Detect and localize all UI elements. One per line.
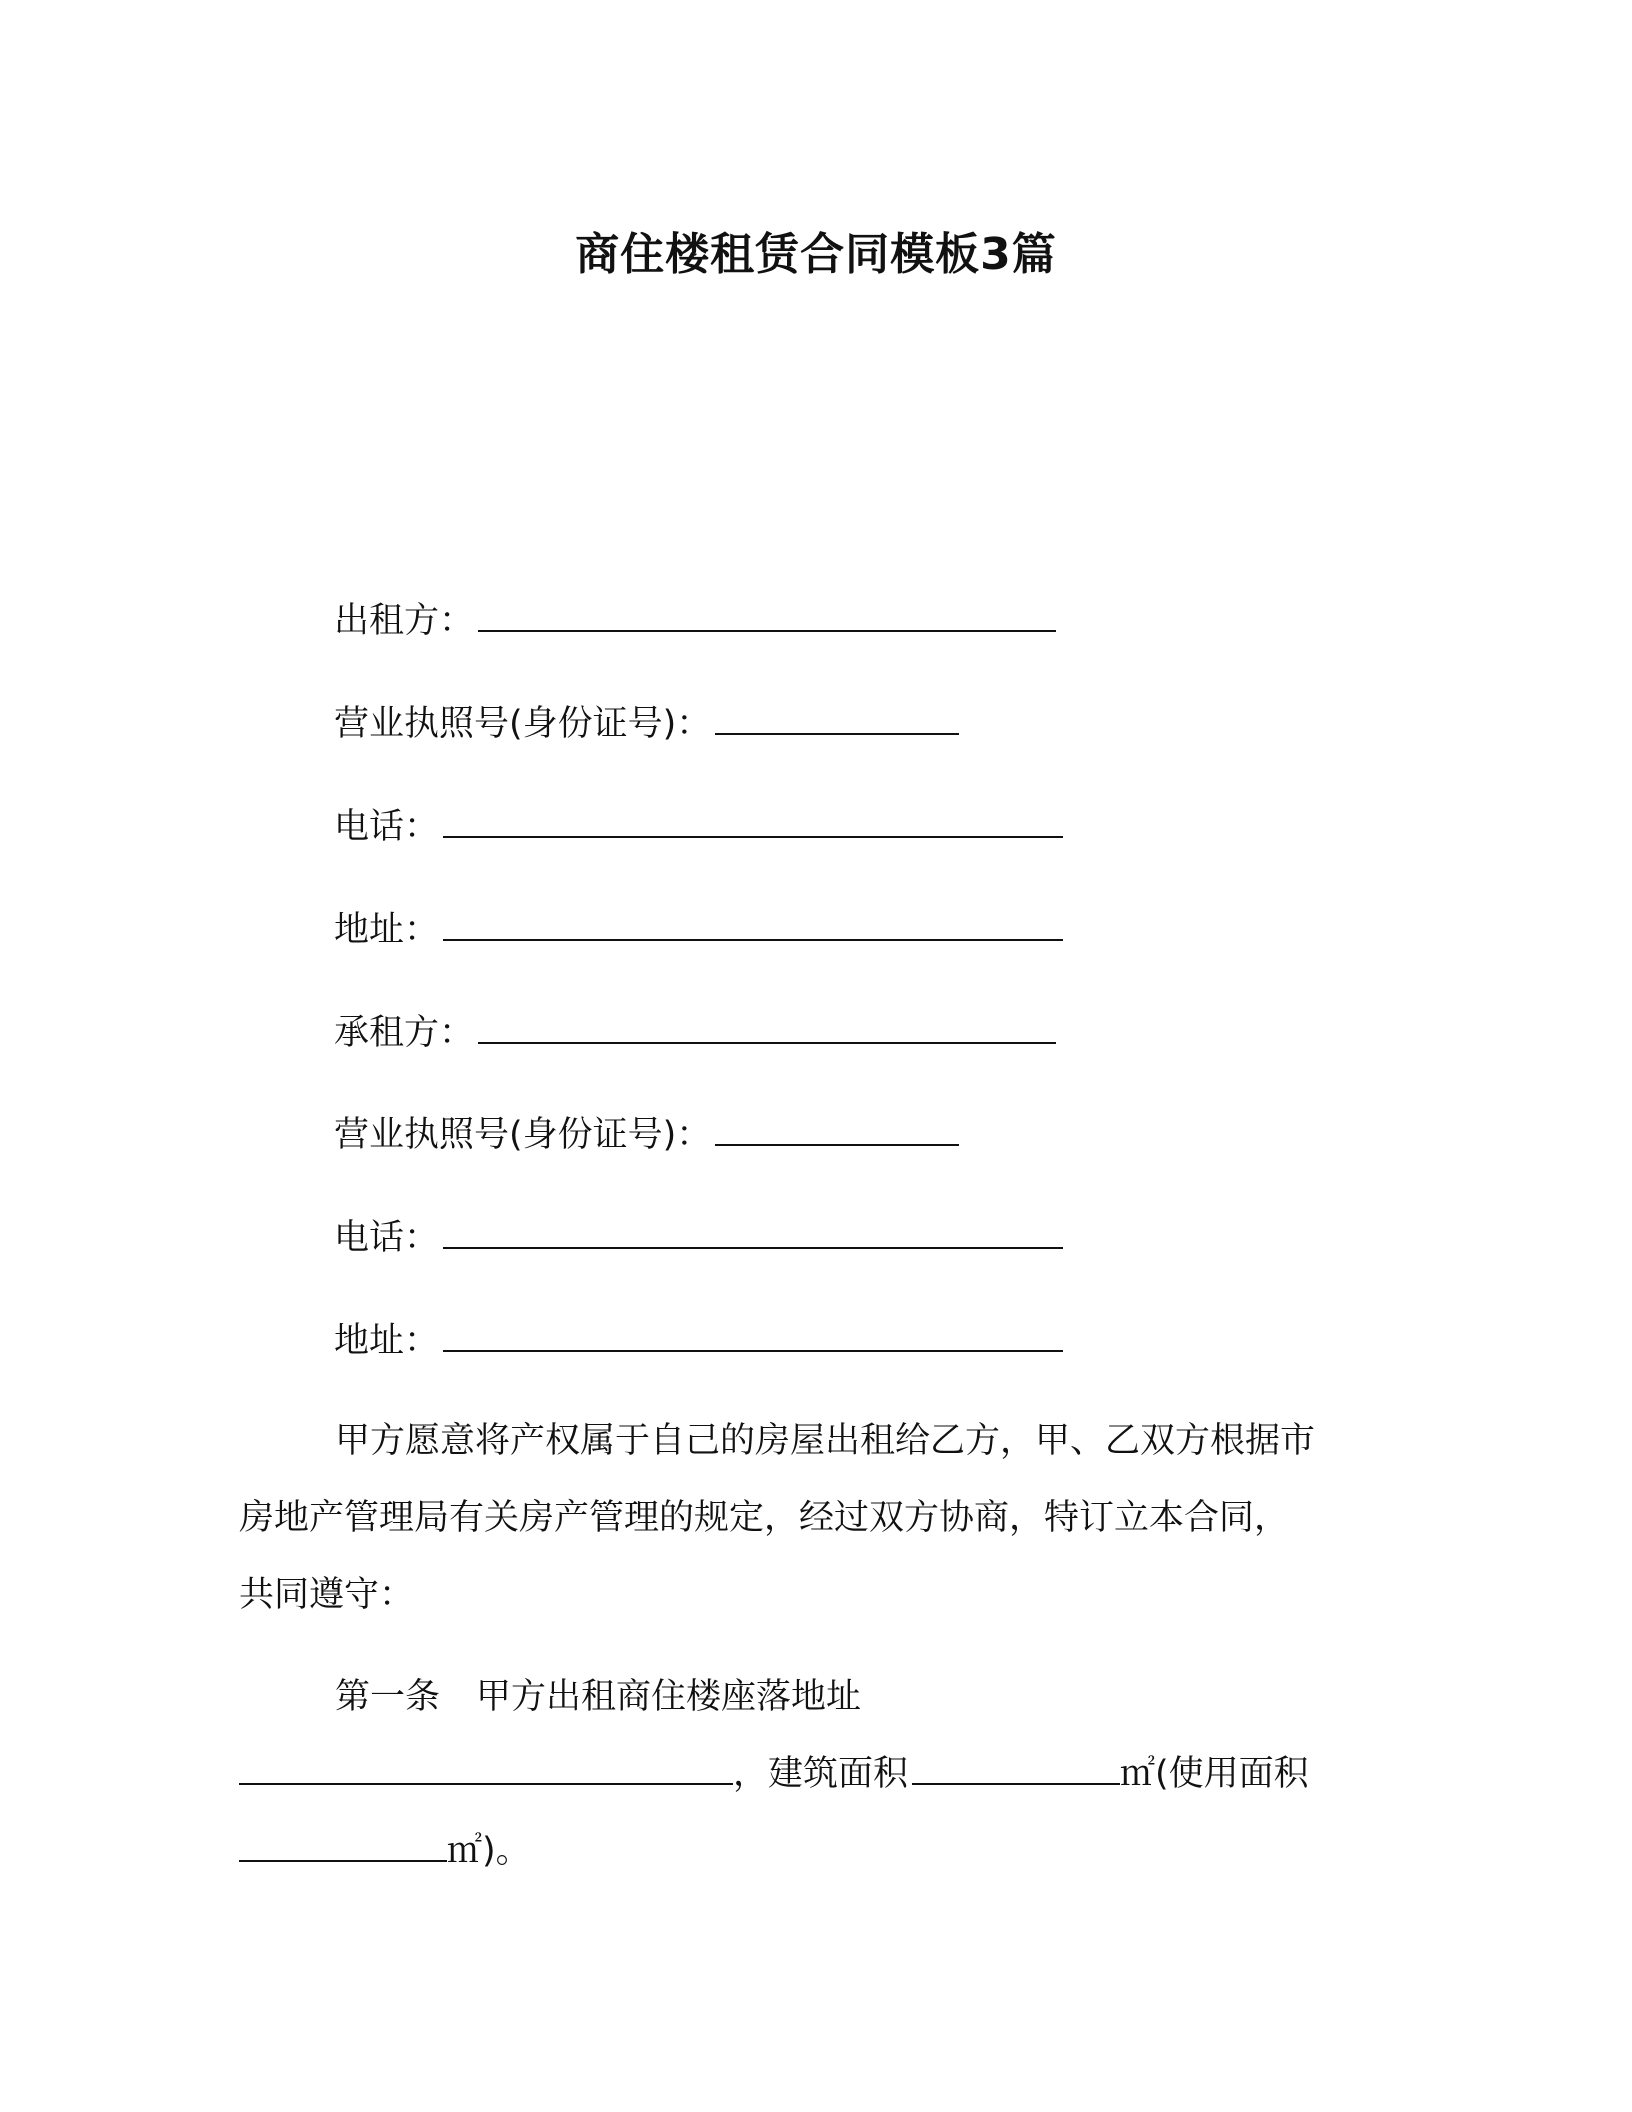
blank-line: [443, 909, 1063, 941]
field-lessor-phone: [334, 806, 1063, 848]
blank-line: [239, 1753, 733, 1785]
article-line: ㎡)。: [239, 1813, 1389, 1890]
intro-line: 共同遵守：: [239, 1575, 415, 1615]
blank-line: [443, 806, 1063, 838]
blank-line: [715, 703, 959, 735]
field-label: 电话：: [334, 807, 440, 847]
blank-line: [912, 1753, 1120, 1785]
field-label: 电话：: [334, 1218, 440, 1258]
blank-line: [478, 1012, 1056, 1044]
article-line: ，建筑面积 ㎡(使用面积: [239, 1736, 1389, 1813]
blank-line: [239, 1830, 447, 1862]
intro-paragraph: [239, 1403, 1389, 1634]
intro-line: 房地产管理局有关房产管理的规定，经过双方协商，特订立本合同，: [239, 1498, 1290, 1538]
article-1: [239, 1659, 1389, 1890]
field-lessee: [334, 1012, 1056, 1054]
blank-line: [478, 600, 1056, 632]
field-lessor: [334, 600, 1056, 642]
field-label: 营业执照号(身份证号)：: [334, 704, 712, 744]
blank-line: [443, 1217, 1063, 1249]
intro-line: 甲方愿意将产权属于自己的房屋出租给乙方，甲、乙双方根据市: [335, 1421, 1316, 1461]
document-title: 商住楼租赁合同模板3篇: [575, 229, 1057, 280]
article-heading: 第一条 甲方出租商住楼座落地址: [335, 1677, 862, 1717]
field-lessee-phone: [334, 1217, 1063, 1259]
blank-line: [443, 1320, 1063, 1352]
field-label: 地址：: [334, 910, 440, 950]
field-label: 营业执照号(身份证号)：: [334, 1115, 712, 1155]
field-label: 出租方：: [334, 601, 475, 641]
blank-line: [715, 1114, 959, 1146]
field-label: 承租方：: [334, 1013, 475, 1053]
field-lessee-license: [334, 1114, 959, 1156]
field-lessee-address: [334, 1320, 1063, 1362]
field-lessor-license: [334, 703, 959, 745]
field-lessor-address: [334, 909, 1063, 951]
field-label: 地址：: [334, 1321, 440, 1361]
